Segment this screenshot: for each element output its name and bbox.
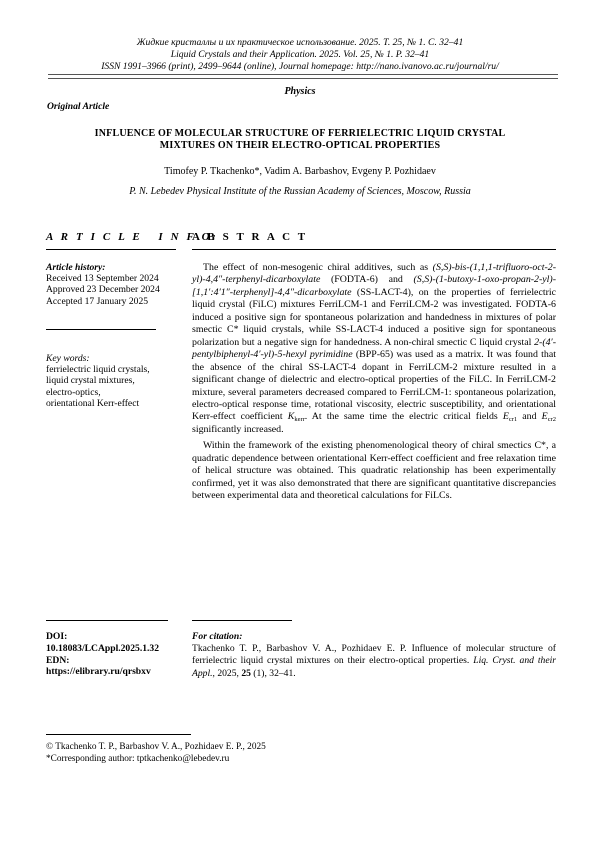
journal-header-en: Liquid Crystals and their Application. 2025. Vol. 25, № 1. P. 32–41 <box>0 49 600 60</box>
keyword-item: ferrielectric liquid crystals, <box>46 364 181 375</box>
journal-header-ru: Жидкие кристаллы и их практическое использование. 2025. Т. 25, № 1. С. 32–41 <box>0 37 600 48</box>
edn-link[interactable]: https://elibrary.ru/qrsbxv <box>46 666 186 678</box>
history-received: Received 13 September 2024 <box>46 273 181 284</box>
footer-rule <box>46 734 191 735</box>
abstract-heading: A B S T R A C T <box>192 231 308 243</box>
keywords-label: Key words <box>46 353 86 364</box>
copyright: © Tkachenko T. P., Barbashov V. A., Pozhidaev E. P., 2025 <box>46 741 266 753</box>
title-line-2: MIXTURES ON THEIR ELECTRO-OPTICAL PROPERTIES <box>55 140 545 152</box>
citation: For citation: Tkachenko T. P., Barbashov V. A., Pozhidaev E. P. Influence of molecular structure of ferrielectric liquid crystal mixtures on their electro-optical properties. Liq. Cryst. and their Appl., 2025, 25 (1), 32–41. <box>192 631 556 680</box>
abstract-body <box>192 262 556 507</box>
compound-sslact4: (S,S)-(1-butoxy-1-oxo-propan-2-yl)-[1,1′:4′1″-terphenyl]-4,4″-dicarboxylate <box>192 274 556 297</box>
article-history: Article history: Received 13 September 2024 Approved 23 December 2024 Accepted 17 January 2025 <box>46 262 181 307</box>
compound-bpp65: 2-(4′-pentylbiphenyl-4′-yl)-5-hexyl pyrimidine <box>192 337 556 360</box>
section-label: Physics <box>0 86 600 97</box>
article-title <box>55 128 545 153</box>
compound-fodta6: (S,S)-bis-(1,1,1-trifluoro-oct-2-yl)-4,4″-terphenyl-dicarboxylate <box>192 262 556 285</box>
ecr1-symbol: E <box>503 411 509 422</box>
ecr2-symbol: E <box>542 411 548 422</box>
kerr-symbol: K <box>288 411 295 422</box>
abstract-paragraph-1: The effect of non-mesogenic chiral additives, such as (S,S)-bis-(1,1,1-trifluoro-oct-2-yl)-4,4″-terphenyl-dicarboxylate (FODTA-6) and (S,S)-(1-butoxy-1-oxo-propan-2-yl)-[1,1′:4′1″-terphenyl]-4,4″-dicarboxylate (SS-LACT-4), on the properties of ferrielectric liquid crystal (FiLC) mixtures FerriLCM-1 and FerriLCM-2 was investigated. FODTA-6 induced a positive sign for spontaneous polarization and handedness in mixtures of polar smectic C* liquid crystals, while SS-LACT-4 induced a positive sign for spontaneous polarization but a negative sign for handedness. A non-chiral smectic C liquid crystal 2-(4′-pentylbiphenyl-4′-yl)-5-hexyl pyrimidine (BPP-65) was used as a matrix. It was found that the absence of the chiral SS-LACT-4 dopant in FerriLCM-2 mixture resulted in a significant change of dielectric and electro-optical properties of the FiLC. In FerriLCM-2 mixture, several parameters decreased compared to FerriLCM-1: spontaneous polarization, electro-optical response time, rotational viscosity, electric susceptibility, and orientational Kerr-effect coefficient Kkerr. At the same time the electric critical fields Ecr1 and Ecr2 significantly increased. <box>192 262 556 436</box>
abstract-rule <box>192 249 556 250</box>
citation-journal: Liq. Cryst. and their Appl. <box>192 655 556 678</box>
history-approved: Approved 23 December 2024 <box>46 284 181 295</box>
citation-label: For citation <box>192 631 239 642</box>
citation-rule <box>192 620 292 621</box>
history-label: Article history <box>46 262 102 273</box>
affiliation: P. N. Lebedev Physical Institute of the Russian Academy of Sciences, Moscow, Russia <box>0 186 600 197</box>
article-type: Original Article <box>47 101 109 112</box>
history-accepted: Accepted 17 January 2025 <box>46 296 181 307</box>
keyword-item: liquid crystal mixtures, <box>46 375 181 386</box>
title-line-1: INFLUENCE OF MOLECULAR STRUCTURE OF FERRIELECTRIC LIQUID CRYSTAL <box>55 128 545 140</box>
keyword-item: electro-optics, <box>46 387 181 398</box>
abstract-paragraph-2: Within the framework of the existing phenomenological theory of chiral smectics C*, a quadratic dependence between orientational Kerr-effect coefficient and free relaxation time of helical structure was obtained. This quadratic relationship has been experimentally confirmed, yet it was also demonstrated that there are significant quantitative discrepancies between experimental data and theoretical calculations for FiLCs. <box>192 440 556 502</box>
footer <box>46 741 266 765</box>
doi-label: DOI: <box>46 631 186 643</box>
citation-text: Tkachenko T. P., Barbashov V. A., Pozhidaev E. P. Influence of molecular structure of ferrielectric liquid crystal mixtures on their electro-optical properties. Liq. Cryst. and their Appl., 2025, 25 (1), 32–41. <box>192 643 556 680</box>
edn-label: EDN: <box>46 655 186 667</box>
doi-value[interactable]: 10.18083/LCAppl.2025.1.32 <box>46 643 186 655</box>
article-info-rule <box>46 249 176 250</box>
header-divider <box>48 74 558 79</box>
identifiers <box>46 631 186 678</box>
journal-header-issn: ISSN 1991–3966 (print), 2499–9644 (online), Journal homepage: http://nano.ivanovo.ac.ru/journal/ru/ <box>0 61 600 72</box>
citation-volume: 25 <box>241 668 251 679</box>
history-rule <box>46 329 156 330</box>
doi-rule <box>46 620 168 621</box>
corresponding-author: *Corresponding author: tptkachenko@lebedev.ru <box>46 753 266 765</box>
keyword-item: orientational Kerr-effect <box>46 398 181 409</box>
keywords: Key words: ferrielectric liquid crystals, liquid crystal mixtures, electro-optics, orientational Kerr-effect <box>46 353 181 409</box>
authors: Timofey P. Tkachenko*, Vadim A. Barbashov, Evgeny P. Pozhidaev <box>0 166 600 177</box>
article-info-heading: A R T I C L E I N F O: <box>46 231 218 243</box>
